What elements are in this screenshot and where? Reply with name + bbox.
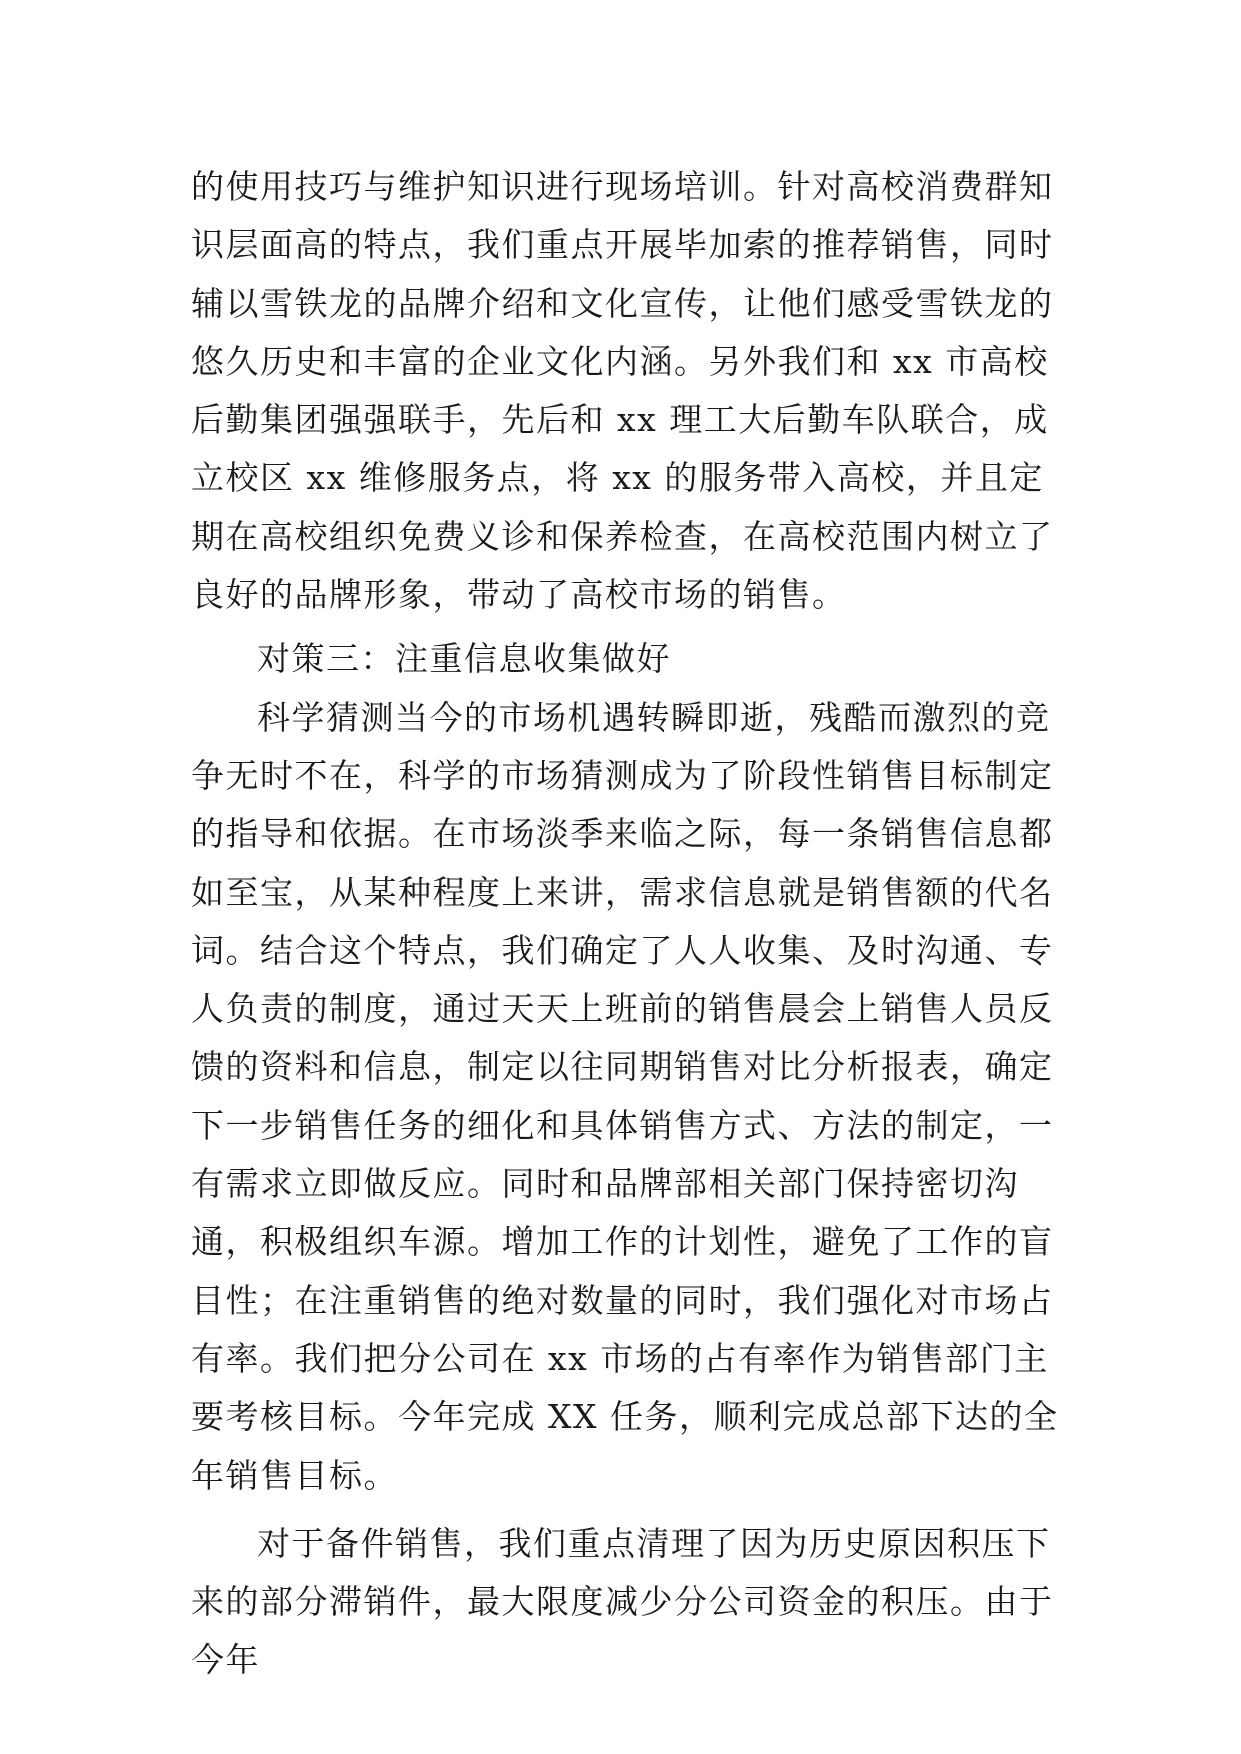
paragraph-campus-sales: 的使用技巧与维护知识进行现场培训。针对高校消费群知识层面高的特点，我们重点开展毕加索的推荐销售，同时辅以雪铁龙的品牌介绍和文化宣传，让他们感受雪铁龙的悠久历史和丰富的企业文化内涵。另外我们和 xx 市高校后勤集团强强联手，先后和 xx 理工大后勤车队联合，成立校区 xx 维修服务点，将 xx 的服务带入高校，并且定期在高校组织免费义诊和保养检查，在高校范围内树立了良好的品牌形象，带动了高校市场的销售。: [191, 167, 1054, 615]
document-body: [191, 158, 1061, 1690]
paragraph-parts-sales: 对于备件销售，我们重点清理了因为历史原因积压下来的部分滞销件，最大限度减少分公司资金的积压。由于今年: [191, 1523, 1054, 1680]
paragraph-market-forecast: 科学猜测当今的市场机遇转瞬即逝，残酷而激烈的竞争无时不在，科学的市场猜测成为了阶段性销售目标制定的指导和依据。在市场淡季来临之际，每一条销售信息都如至宝，从某种程度上来讲，需求信息就是销售额的代名词。结合这个特点，我们确定了人人收集、及时沟通、专人负责的制度，通过天天上班前的销售晨会上销售人员反馈的资料和信息，制定以往同期销售对比分析报表，确定下一步销售任务的细化和具体销售方式、方法的制定，一有需求立即做反应。同时和品牌部相关部门保持密切沟通，积极组织车源。增加工作的计划性，避免了工作的盲目性；在注重销售的绝对数量的同时，我们强化对市场占有率。我们把分公司在 xx 市场的占有率作为销售部门主要考核目标。今年完成 XX 任务，顺利完成总部下达的全年销售目标。: [191, 697, 1059, 1495]
section-heading-strategy-three: 对策三：注重信息收集做好: [257, 639, 671, 679]
